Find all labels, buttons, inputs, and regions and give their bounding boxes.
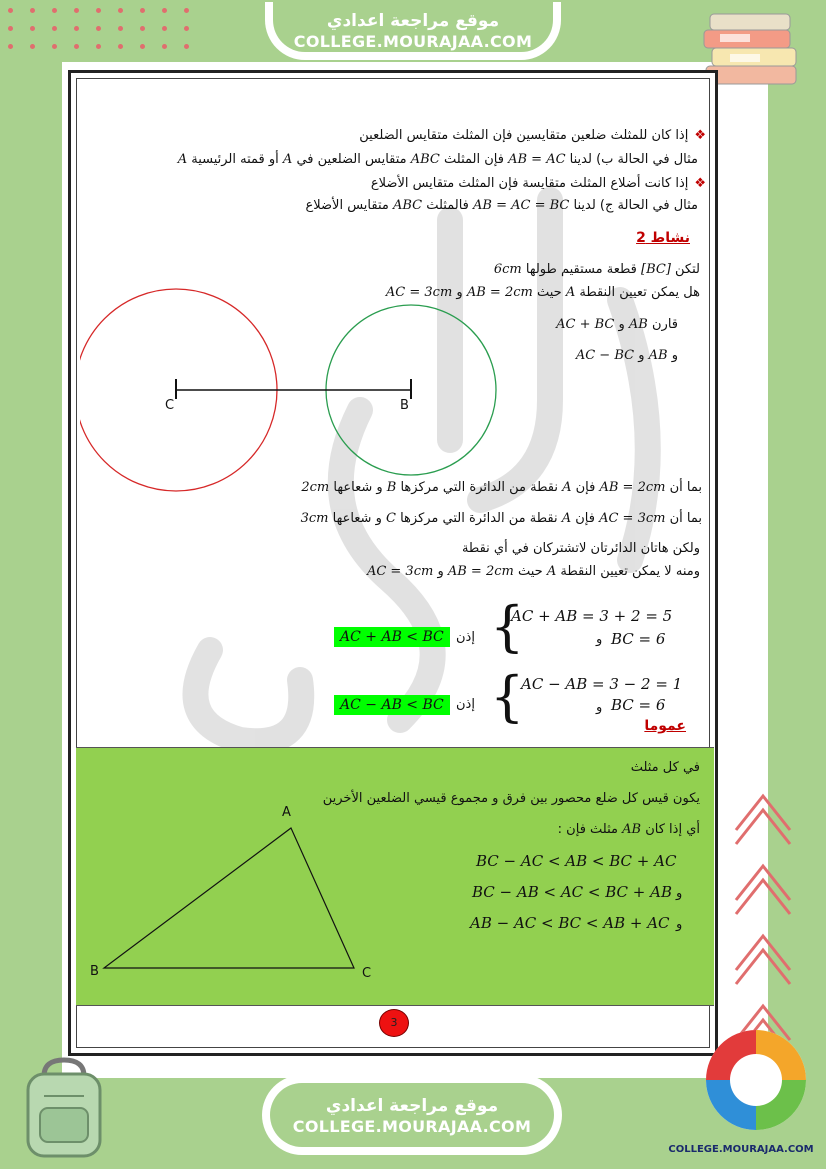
general-heading: عموما — [644, 718, 686, 734]
system-2-and: و — [596, 700, 603, 715]
circles-figure — [80, 285, 505, 500]
system-1-and: و — [596, 632, 603, 647]
site-name: موقع مراجعة اعدادي — [326, 11, 500, 31]
rule-2 — [371, 176, 706, 191]
logo-url: COLLEGE.MOURAJAA.COM — [668, 1144, 814, 1155]
summary-line-3: أي إذا كان AB مثلث فإن : — [557, 822, 700, 837]
triangle-figure — [100, 820, 370, 980]
solution-line-1: بما أن AB = 2cm فإن A نقطة من الدائرة التي مركزها B و شعاعها 2cm — [301, 480, 702, 495]
left-band — [0, 0, 62, 1169]
solution-line-4: ومنه لا يمكن تعيين النقطة A حيث AB = 2cm و AC = 3cm — [366, 564, 700, 579]
solution-line-3: ولكن هاتان الدائرتان لاتشتركان في أي نقطة — [461, 541, 700, 556]
activity-line-2: هل يمكن تعيين النقطة A حيث AB = 2cm و AC = 3cm — [385, 285, 700, 300]
rule-1 — [359, 128, 706, 143]
system-2-then: إذن — [456, 697, 475, 712]
summary-line-2: يكون قيس كل ضلع محصور بين فرق و مجموع قيسي الضلعين الأخرين — [322, 791, 700, 806]
inequality-3: AB − AC < BC < AB + AC — [470, 914, 670, 932]
solution-line-2: بما أن AC = 3cm فإن A نقطة من الدائرة التي مركزها C و شعاعها 3cm — [300, 511, 702, 526]
example-2: مثال في الحالة ج) لدينا AB = AC = BC فالمثلث ABC متقايس الأضلاع — [305, 198, 698, 213]
system-2-line-2: BC = 6 — [611, 696, 666, 714]
system-1-line-2: BC = 6 — [611, 630, 666, 648]
bullet-icon: ❖ — [694, 128, 706, 143]
footer-site-badge — [262, 1075, 562, 1155]
example-1: مثال في الحالة ب) لدينا AB = AC فإن المثلث ABC متقايس الضلعين في A أو قمته الرئيسية A — [177, 152, 698, 167]
rule-2-text: إذا كانت أضلاع المثلث متقايسة فإن المثلث متقايس الأضلاع — [370, 176, 689, 191]
school-logo-icon — [694, 1024, 818, 1136]
system-1-line-1: AC + AB = 3 + 2 = 5 — [511, 607, 673, 625]
point-c-label: C — [165, 398, 175, 413]
activity-title: نشاط 2 — [636, 230, 690, 246]
footer-site-url[interactable]: COLLEGE.MOURAJAA.COM — [292, 1117, 532, 1136]
backpack-icon — [14, 1056, 114, 1160]
inequality-3-and: و — [676, 917, 683, 932]
site-url[interactable]: COLLEGE.MOURAJAA.COM — [293, 32, 533, 51]
inequality-2: BC − AB < AC < BC + AB — [472, 883, 672, 901]
vertex-a-label: A — [282, 805, 291, 820]
footer-site-name: موقع مراجعة اعدادي — [325, 1096, 499, 1116]
system-2-line-1: AC − AB = 3 − 2 = 1 — [521, 675, 683, 693]
rule-1-text: إذا كان للمثلث ضلعين متقايسين فإن المثلث متقايس الضلعين — [359, 128, 689, 143]
summary-line-1: في كل مثلث — [630, 760, 700, 775]
brace-2: { — [490, 665, 525, 728]
compare-1: قارن AB و AC + BC — [556, 317, 678, 332]
decorative-dots — [8, 6, 208, 56]
inequality-2-and: و — [676, 886, 683, 901]
system-2-result: AC − AB < BC — [334, 695, 450, 715]
page-number: 3 — [379, 1009, 409, 1037]
inequality-1: BC − AC < AB < BC + AC — [476, 852, 677, 870]
vertex-b-label: B — [90, 964, 99, 979]
header-site-badge — [265, 2, 561, 60]
system-1-then: إذن — [456, 630, 475, 645]
system-1-result: AC + AB < BC — [334, 627, 450, 647]
vertex-c-label: C — [362, 966, 372, 981]
bullet-icon: ❖ — [694, 176, 706, 191]
compare-2: و AB و AC − BC — [575, 348, 678, 363]
point-b-label: B — [400, 398, 409, 413]
brace-1: { — [490, 595, 525, 658]
activity-line-1: لتكن [BC] قطعة مستقيم طولها 6cm — [493, 262, 700, 277]
